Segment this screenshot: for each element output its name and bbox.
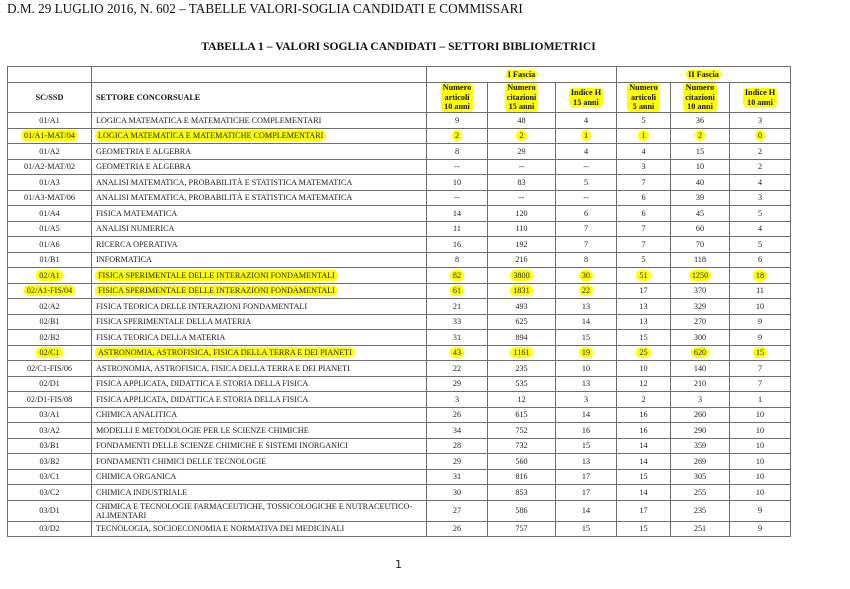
cell-ssd: 01/B1 <box>8 252 92 268</box>
table-row <box>8 500 791 521</box>
cell-f2-citazioni: 45 <box>671 206 730 222</box>
cell-f2-indice: 7 <box>730 376 791 392</box>
cell-f2-indice: 10 <box>730 454 791 470</box>
cell-f1-articoli: 33 <box>427 314 488 330</box>
cell-ssd: 01/A4 <box>8 206 92 222</box>
cell-f1-citazioni: 894 <box>488 330 556 346</box>
cell-f2-citazioni: 251 <box>671 521 730 537</box>
cell-settore: RICERCA OPERATIVA <box>92 237 427 253</box>
cell-f2-indice: 11 <box>730 283 791 299</box>
cell-f2-articoli: 15 <box>617 469 671 485</box>
cell-f2-articoli: 7 <box>617 237 671 253</box>
cell-f2-indice: 10 <box>730 423 791 439</box>
cell-f1-citazioni: 615 <box>488 407 556 423</box>
cell-f2-articoli: 15 <box>617 330 671 346</box>
cell-ssd: 02/A1-FIS/04 <box>8 283 92 299</box>
column-header-f2-citazioni: Numero citazioni 10 anni <box>671 83 730 113</box>
cell-f1-articoli: 29 <box>427 454 488 470</box>
table-row <box>8 392 791 408</box>
table-row <box>8 113 791 129</box>
cell-ssd: 02/A1 <box>8 268 92 284</box>
cell-f2-indice: 18 <box>730 268 791 284</box>
cell-f1-articoli: 34 <box>427 423 488 439</box>
cell-ssd: 03/B2 <box>8 454 92 470</box>
cell-f1-citazioni: 625 <box>488 314 556 330</box>
group-header-row <box>8 67 791 83</box>
cell-f2-articoli: 14 <box>617 454 671 470</box>
cell-ssd: 03/C2 <box>8 485 92 501</box>
cell-f1-indice: 3 <box>556 392 617 408</box>
cell-f2-indice: 5 <box>730 237 791 253</box>
cell-f1-indice: 14 <box>556 314 617 330</box>
table-row <box>8 521 791 537</box>
cell-f1-indice: 15 <box>556 330 617 346</box>
table-row <box>8 128 791 144</box>
cell-settore: FISICA APPLICATA, DIDATTICA E STORIA DELLA FISICA <box>92 376 427 392</box>
table-title: TABELLA 1 – VALORI SOGLIA CANDIDATI – SETTORI BIBLIOMETRICI <box>201 40 596 53</box>
table-row <box>8 283 791 299</box>
cell-f2-citazioni: 255 <box>671 485 730 501</box>
column-header-row <box>8 83 791 113</box>
cell-settore: GEOMETRIA E ALGEBRA <box>92 144 427 160</box>
cell-f1-articoli: 11 <box>427 221 488 237</box>
cell-f1-citazioni: 560 <box>488 454 556 470</box>
cell-f1-citazioni: 816 <box>488 469 556 485</box>
cell-ssd: 01/A2-MAT/02 <box>8 159 92 175</box>
table-row <box>8 330 791 346</box>
cell-f2-indice: 9 <box>730 500 791 521</box>
cell-f1-indice: 15 <box>556 438 617 454</box>
cell-f1-indice: 7 <box>556 237 617 253</box>
cell-settore: FISICA SPERIMENTALE DELLE INTERAZIONI FONDAMENTALI <box>92 268 427 284</box>
table-row <box>8 237 791 253</box>
cell-f1-citazioni: 110 <box>488 221 556 237</box>
cell-f2-citazioni: 260 <box>671 407 730 423</box>
cell-f1-citazioni: 493 <box>488 299 556 315</box>
cell-f2-indice: 10 <box>730 299 791 315</box>
table-row <box>8 345 791 361</box>
cell-settore: FISICA MATEMATICA <box>92 206 427 222</box>
cell-f2-articoli: 3 <box>617 159 671 175</box>
cell-f2-citazioni: 1250 <box>671 268 730 284</box>
cell-ssd: 02/B1 <box>8 314 92 330</box>
cell-ssd: 01/A3 <box>8 175 92 191</box>
column-header-f2-articoli: Numero articoli 5 anni <box>617 83 671 113</box>
cell-f2-articoli: 6 <box>617 190 671 206</box>
cell-f2-indice: 3 <box>730 113 791 129</box>
cell-settore: ASTRONOMIA, ASTROFISICA, FISICA DELLA TERRA E DEI PIANETI <box>92 345 427 361</box>
cell-f2-articoli: 25 <box>617 345 671 361</box>
cell-f1-citazioni: 29 <box>488 144 556 160</box>
cell-ssd: 03/B1 <box>8 438 92 454</box>
cell-f1-articoli: 16 <box>427 237 488 253</box>
cell-f2-articoli: 16 <box>617 407 671 423</box>
cell-f1-indice: 1 <box>556 128 617 144</box>
cell-f1-indice: 4 <box>556 113 617 129</box>
cell-f1-articoli: 29 <box>427 376 488 392</box>
cell-f1-citazioni: 48 <box>488 113 556 129</box>
table-body <box>8 113 791 537</box>
cell-f1-articoli: -- <box>427 159 488 175</box>
cell-f2-citazioni: 305 <box>671 469 730 485</box>
cell-f1-citazioni: 12 <box>488 392 556 408</box>
cell-f1-indice: -- <box>556 159 617 175</box>
cell-f2-citazioni: 15 <box>671 144 730 160</box>
empty-header-cell <box>92 67 427 83</box>
column-header-f2-indice: Indice H 10 anni <box>730 83 791 113</box>
table-row <box>8 438 791 454</box>
cell-f1-indice: -- <box>556 190 617 206</box>
cell-settore: CHIMICA E TECNOLOGIE FARMACEUTICHE, TOSSICOLOGICHE E NUTRACEUTICO-ALIMENTARI <box>92 500 427 521</box>
cell-f2-articoli: 51 <box>617 268 671 284</box>
cell-f2-indice: 10 <box>730 407 791 423</box>
group-header-fascia1: I Fascia <box>427 67 617 83</box>
table-row <box>8 314 791 330</box>
cell-f2-citazioni: 118 <box>671 252 730 268</box>
cell-f2-indice: 10 <box>730 438 791 454</box>
cell-f2-citazioni: 290 <box>671 423 730 439</box>
cell-f1-citazioni: 535 <box>488 376 556 392</box>
cell-ssd: 03/A2 <box>8 423 92 439</box>
cell-f1-articoli: -- <box>427 190 488 206</box>
cell-settore: CHIMICA INDUSTRIALE <box>92 485 427 501</box>
empty-header-cell <box>8 67 92 83</box>
cell-ssd: 02/D1-FIS/08 <box>8 392 92 408</box>
cell-f1-citazioni: 2 <box>488 128 556 144</box>
document-header: D.M. 29 LUGLIO 2016, N. 602 – TABELLE VALORI-SOGLIA CANDIDATI E COMMISSARI <box>7 1 523 16</box>
cell-f2-articoli: 13 <box>617 299 671 315</box>
cell-f1-articoli: 9 <box>427 113 488 129</box>
cell-f2-indice: 2 <box>730 159 791 175</box>
cell-f1-articoli: 43 <box>427 345 488 361</box>
cell-f2-indice: 3 <box>730 190 791 206</box>
cell-f2-indice: 1 <box>730 392 791 408</box>
cell-f1-articoli: 21 <box>427 299 488 315</box>
cell-settore: ANALISI MATEMATICA, PROBABILITÀ E STATISTICA MATEMATICA <box>92 175 427 191</box>
cell-ssd: 02/B2 <box>8 330 92 346</box>
cell-settore: FISICA APPLICATA, DIDATTICA E STORIA DELLA FISICA <box>92 392 427 408</box>
table-row <box>8 485 791 501</box>
cell-f2-indice: 9 <box>730 330 791 346</box>
cell-settore: LOGICA MATEMATICA E MATEMATICHE COMPLEMENTARI <box>92 113 427 129</box>
cell-f2-articoli: 5 <box>617 252 671 268</box>
cell-settore: FISICA TEORICA DELLA MATERIA <box>92 330 427 346</box>
table-row <box>8 299 791 315</box>
cell-ssd: 02/C1-FIS/06 <box>8 361 92 377</box>
cell-f1-indice: 17 <box>556 485 617 501</box>
cell-f2-citazioni: 270 <box>671 314 730 330</box>
cell-f1-indice: 6 <box>556 206 617 222</box>
cell-f1-indice: 8 <box>556 252 617 268</box>
cell-f2-citazioni: 10 <box>671 159 730 175</box>
cell-f1-articoli: 28 <box>427 438 488 454</box>
cell-f2-indice: 2 <box>730 144 791 160</box>
cell-f2-citazioni: 210 <box>671 376 730 392</box>
cell-f1-citazioni: 216 <box>488 252 556 268</box>
cell-settore: FONDAMENTI CHIMICI DELLE TECNOLOGIE <box>92 454 427 470</box>
cell-f1-citazioni: 192 <box>488 237 556 253</box>
cell-ssd: 02/A2 <box>8 299 92 315</box>
cell-f2-indice: 4 <box>730 175 791 191</box>
cell-f1-citazioni: 3800 <box>488 268 556 284</box>
table-row <box>8 268 791 284</box>
cell-f2-articoli: 15 <box>617 521 671 537</box>
cell-f1-articoli: 2 <box>427 128 488 144</box>
group-header-fascia2: II Fascia <box>617 67 791 83</box>
cell-f2-indice: 4 <box>730 221 791 237</box>
cell-f1-articoli: 22 <box>427 361 488 377</box>
cell-f2-indice: 10 <box>730 469 791 485</box>
cell-ssd: 01/A2 <box>8 144 92 160</box>
cell-f2-articoli: 7 <box>617 221 671 237</box>
cell-f2-articoli: 5 <box>617 113 671 129</box>
cell-f2-indice: 15 <box>730 345 791 361</box>
cell-f2-articoli: 17 <box>617 283 671 299</box>
cell-f1-citazioni: 1161 <box>488 345 556 361</box>
cell-f1-indice: 14 <box>556 500 617 521</box>
cell-f1-articoli: 8 <box>427 144 488 160</box>
cell-f2-citazioni: 269 <box>671 454 730 470</box>
cell-f1-citazioni: 853 <box>488 485 556 501</box>
cell-f1-citazioni: 1831 <box>488 283 556 299</box>
cell-f1-articoli: 3 <box>427 392 488 408</box>
cell-f1-indice: 13 <box>556 299 617 315</box>
cell-f2-articoli: 7 <box>617 175 671 191</box>
cell-f1-indice: 17 <box>556 469 617 485</box>
cell-f1-citazioni: 235 <box>488 361 556 377</box>
cell-f2-articoli: 2 <box>617 392 671 408</box>
cell-settore: CHIMICA ANALITICA <box>92 407 427 423</box>
cell-f2-citazioni: 36 <box>671 113 730 129</box>
table-row <box>8 469 791 485</box>
cell-settore: MODELLI E METODOLOGIE PER LE SCIENZE CHIMICHE <box>92 423 427 439</box>
cell-settore: ASTRONOMIA, ASTROFISICA, FISICA DELLA TERRA E DEI PIANETI <box>92 361 427 377</box>
cell-f2-indice: 10 <box>730 485 791 501</box>
table-row <box>8 175 791 191</box>
cell-f2-articoli: 10 <box>617 361 671 377</box>
cell-ssd: 01/A1-MAT/04 <box>8 128 92 144</box>
cell-f2-indice: 7 <box>730 361 791 377</box>
cell-f1-indice: 10 <box>556 361 617 377</box>
cell-f2-citazioni: 235 <box>671 500 730 521</box>
cell-f2-citazioni: 60 <box>671 221 730 237</box>
cell-f1-articoli: 10 <box>427 175 488 191</box>
cell-f2-articoli: 12 <box>617 376 671 392</box>
cell-f2-articoli: 17 <box>617 500 671 521</box>
table-row <box>8 454 791 470</box>
cell-f2-articoli: 4 <box>617 144 671 160</box>
table-row <box>8 144 791 160</box>
cell-f2-indice: 6 <box>730 252 791 268</box>
cell-f1-indice: 16 <box>556 423 617 439</box>
table-row <box>8 252 791 268</box>
cell-f1-indice: 14 <box>556 407 617 423</box>
table-row <box>8 423 791 439</box>
cell-settore: INFORMATICA <box>92 252 427 268</box>
cell-ssd: 01/A1 <box>8 113 92 129</box>
cell-settore: FISICA TEORICA DELLE INTERAZIONI FONDAMENTALI <box>92 299 427 315</box>
table-row <box>8 159 791 175</box>
cell-ssd: 01/A5 <box>8 221 92 237</box>
cell-f1-articoli: 31 <box>427 469 488 485</box>
cell-f1-articoli: 8 <box>427 252 488 268</box>
page-number: 1 <box>395 558 402 571</box>
cell-f1-citazioni: 120 <box>488 206 556 222</box>
cell-f2-citazioni: 329 <box>671 299 730 315</box>
cell-f2-indice: 0 <box>730 128 791 144</box>
cell-f1-citazioni: -- <box>488 159 556 175</box>
cell-f1-articoli: 82 <box>427 268 488 284</box>
cell-f2-citazioni: 140 <box>671 361 730 377</box>
cell-f1-citazioni: 732 <box>488 438 556 454</box>
cell-f1-articoli: 26 <box>427 407 488 423</box>
cell-f2-citazioni: 40 <box>671 175 730 191</box>
cell-ssd: 03/C1 <box>8 469 92 485</box>
cell-f1-indice: 5 <box>556 175 617 191</box>
cell-settore: CHIMICA ORGANICA <box>92 469 427 485</box>
cell-f1-indice: 13 <box>556 454 617 470</box>
cell-f2-articoli: 14 <box>617 438 671 454</box>
cell-f1-articoli: 27 <box>427 500 488 521</box>
cell-f1-indice: 15 <box>556 521 617 537</box>
cell-f2-citazioni: 620 <box>671 345 730 361</box>
column-header-f1-citazioni: Numero citazioni 15 anni <box>488 83 556 113</box>
cell-settore: FISICA SPERIMENTALE DELLE INTERAZIONI FONDAMENTALI <box>92 283 427 299</box>
cell-f2-citazioni: 2 <box>671 128 730 144</box>
cell-f1-articoli: 14 <box>427 206 488 222</box>
cell-f2-citazioni: 3 <box>671 392 730 408</box>
table-row <box>8 376 791 392</box>
cell-f1-citazioni: 752 <box>488 423 556 439</box>
column-header-f1-indice: Indice H 15 anni <box>556 83 617 113</box>
cell-f1-indice: 19 <box>556 345 617 361</box>
column-header-settore: SETTORE CONCORSUALE <box>92 83 427 113</box>
cell-f1-articoli: 30 <box>427 485 488 501</box>
cell-f2-articoli: 13 <box>617 314 671 330</box>
table-row <box>8 221 791 237</box>
cell-settore: ANALISI MATEMATICA, PROBABILITÀ E STATISTICA MATEMATICA <box>92 190 427 206</box>
cell-f2-citazioni: 70 <box>671 237 730 253</box>
table-row <box>8 361 791 377</box>
cell-f1-articoli: 31 <box>427 330 488 346</box>
cell-settore: FONDAMENTI DELLE SCIENZE CHIMICHE E SISTEMI INORGANICI <box>92 438 427 454</box>
cell-settore: GEOMETRIA E ALGEBRA <box>92 159 427 175</box>
thresholds-table <box>7 66 791 537</box>
cell-f2-articoli: 6 <box>617 206 671 222</box>
cell-f1-indice: 4 <box>556 144 617 160</box>
cell-ssd: 02/D1 <box>8 376 92 392</box>
cell-settore: LOGICA MATEMATICA E MATEMATICHE COMPLEMENTARI <box>92 128 427 144</box>
cell-f1-indice: 13 <box>556 376 617 392</box>
cell-ssd: 03/D1 <box>8 500 92 521</box>
cell-f1-articoli: 61 <box>427 283 488 299</box>
cell-ssd: 02/C1 <box>8 345 92 361</box>
cell-f2-citazioni: 370 <box>671 283 730 299</box>
cell-ssd: 01/A6 <box>8 237 92 253</box>
cell-f1-citazioni: 83 <box>488 175 556 191</box>
cell-ssd: 03/D2 <box>8 521 92 537</box>
cell-settore: FISICA SPERIMENTALE DELLA MATERIA <box>92 314 427 330</box>
table-row <box>8 407 791 423</box>
cell-f1-citazioni: 757 <box>488 521 556 537</box>
cell-f1-citazioni: -- <box>488 190 556 206</box>
cell-f1-citazioni: 586 <box>488 500 556 521</box>
column-header-f1-articoli: Numero articoli 10 anni <box>427 83 488 113</box>
cell-f1-indice: 7 <box>556 221 617 237</box>
cell-f2-indice: 9 <box>730 521 791 537</box>
cell-f1-indice: 22 <box>556 283 617 299</box>
cell-f1-articoli: 26 <box>427 521 488 537</box>
cell-settore: TECNOLOGIA, SOCIOECONOMIA E NORMATIVA DEI MEDICINALI <box>92 521 427 537</box>
cell-f2-indice: 9 <box>730 314 791 330</box>
cell-ssd: 01/A3-MAT/06 <box>8 190 92 206</box>
cell-f2-citazioni: 300 <box>671 330 730 346</box>
cell-f2-articoli: 14 <box>617 485 671 501</box>
cell-f2-citazioni: 359 <box>671 438 730 454</box>
cell-f2-indice: 5 <box>730 206 791 222</box>
column-header-ssd: SC/SSD <box>8 83 92 113</box>
table-row <box>8 206 791 222</box>
cell-ssd: 03/A1 <box>8 407 92 423</box>
cell-settore: ANALISI NUMERICA <box>92 221 427 237</box>
cell-f1-indice: 30 <box>556 268 617 284</box>
cell-f2-articoli: 1 <box>617 128 671 144</box>
cell-f2-articoli: 16 <box>617 423 671 439</box>
table-row <box>8 190 791 206</box>
cell-f2-citazioni: 39 <box>671 190 730 206</box>
